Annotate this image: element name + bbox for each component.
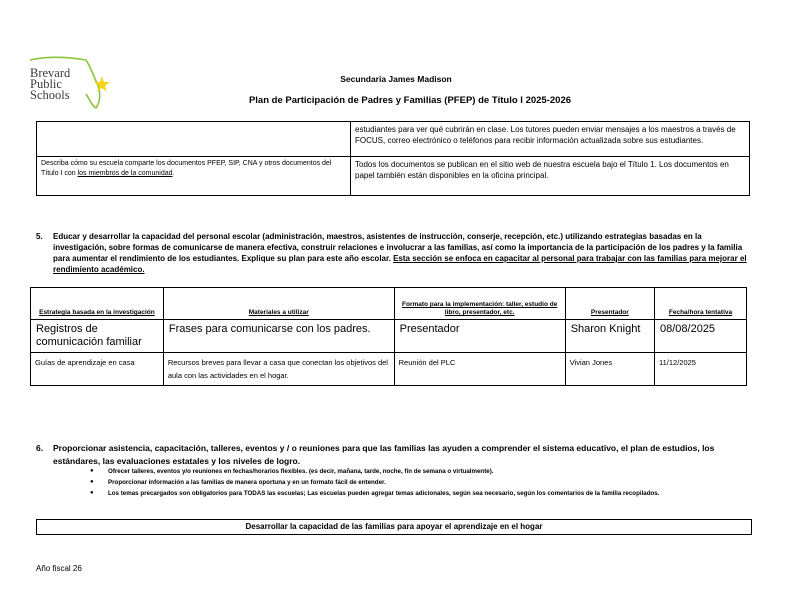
table-cell: Registros de comunicación familiar [31, 320, 164, 353]
column-header: Presentador [565, 288, 654, 320]
list-item: ● Los temas precargados son obligatorios para TODAS las escuelas; Las escuelas pueden agregar temas adicionales, según sea necesario, según los comentarios de la familia recopilados. [90, 488, 750, 499]
table-cell [37, 157, 351, 196]
logo-line-2: Public [30, 77, 62, 91]
table-cell: Vivian Jones [565, 353, 654, 386]
section-number: 6. [36, 443, 44, 453]
staff-training-table [30, 287, 747, 386]
section-5 [36, 231, 756, 275]
section-box-title: Desarrollar la capacidad de las familias para apoyar el aprendizaje en el hogar [36, 519, 752, 535]
section-text: Proporcionar asistencia, capacitación, talleres, eventos y / o reuniones para que las familias las ayuden a comprender el sistema educativo, el plan de estudios, los estándares, las evaluaciones estatales y los niveles de logro. [53, 443, 715, 466]
table-row [31, 320, 747, 353]
table-cell: Frases para comunicarse con los padres. [163, 320, 394, 353]
column-header: Materiales a utilizar [163, 288, 394, 320]
community-members-link: los miembros de la comunidad [77, 170, 173, 177]
column-header: Fecha/hora tentativa [655, 288, 747, 320]
table-cell: estudiantes para ver qué cubrirán en clase. Los tutores pueden enviar mensajes a los maestros a través de FOCUS, correo electrónico o teléfonos para recibir información actualizada sobre sus estudiantes. [351, 122, 750, 157]
section-underlined-text: Esta sección se enfoca en capacitar al personal para trabajar con las familias para mejorar el rendimiento académico. [53, 254, 747, 274]
table-cell: Presentador [394, 320, 565, 353]
column-header: Formato para la implementación: taller, estudio de libro, presentador, etc. [394, 288, 565, 320]
table-cell [37, 122, 351, 157]
question-text: Describa cómo su escuela comparte los documentos PFEP, SIP, CNA y otros documentos del Título I con [41, 160, 332, 177]
brevard-public-schools-logo [28, 54, 120, 114]
plan-title: Plan de Participación de Padres y Familias (PFEP) de Título I 2025-2026 [248, 95, 572, 106]
table-header-row [31, 288, 747, 320]
table-row [37, 157, 750, 196]
school-name: Secundaria James Madison [340, 74, 452, 84]
table-cell: Sharon Knight [565, 320, 654, 353]
section-text: Educar y desarrollar la capacidad del personal escolar (administración, maestros, asistentes de instrucción, conserje, recepción, etc.) utilizando estrategias basadas en la investigación, sobre formas de comunicarse de manera efectiva, construir relaciones e involucrar a las familias, así como la importancia de la participación de los padres y la familia para aumentar el rendimiento de los estudiantes. Explique su plan para este año escolar. [53, 232, 743, 263]
question-end: . [172, 170, 175, 177]
table-cell: 08/08/2025 [655, 320, 747, 353]
logo-line-1: Brevard [30, 66, 71, 80]
table-cell: Reunión del PLC [394, 353, 565, 386]
section-number: 5. [36, 232, 43, 241]
table-cell: Todos los documentos se publican en el sitio web de nuestra escuela bajo el Título 1. Los documentos en papel también están disponibles en la oficina principal. [351, 157, 750, 196]
sharing-documents-table [36, 121, 750, 196]
list-item: ● Ofrecer talleres, eventos y/o reuniones en fechas/horarios flexibles. (es decir, mañana, tarde, noche, fin de semana o virtualmente). [90, 466, 750, 477]
table-cell: Guías de aprendizaje en casa [31, 353, 164, 386]
section-6-bullets [90, 466, 750, 499]
table-cell: 11/12/2025 [655, 353, 747, 386]
fiscal-year-footer: Año fiscal 26 [36, 564, 82, 573]
column-header: Estrategia basada en la investigación [31, 288, 164, 320]
table-row [37, 122, 750, 157]
logo-line-3: Schools [30, 88, 70, 102]
section-6 [36, 442, 756, 467]
list-item: ● Proporcionar información a las familias de manera oportuna y en un formato fácil de entender. [90, 477, 750, 488]
table-row [31, 353, 747, 386]
table-cell: Recursos breves para llevar a casa que conectan los objetivos del aula con las actividades en el hogar. [163, 353, 394, 386]
